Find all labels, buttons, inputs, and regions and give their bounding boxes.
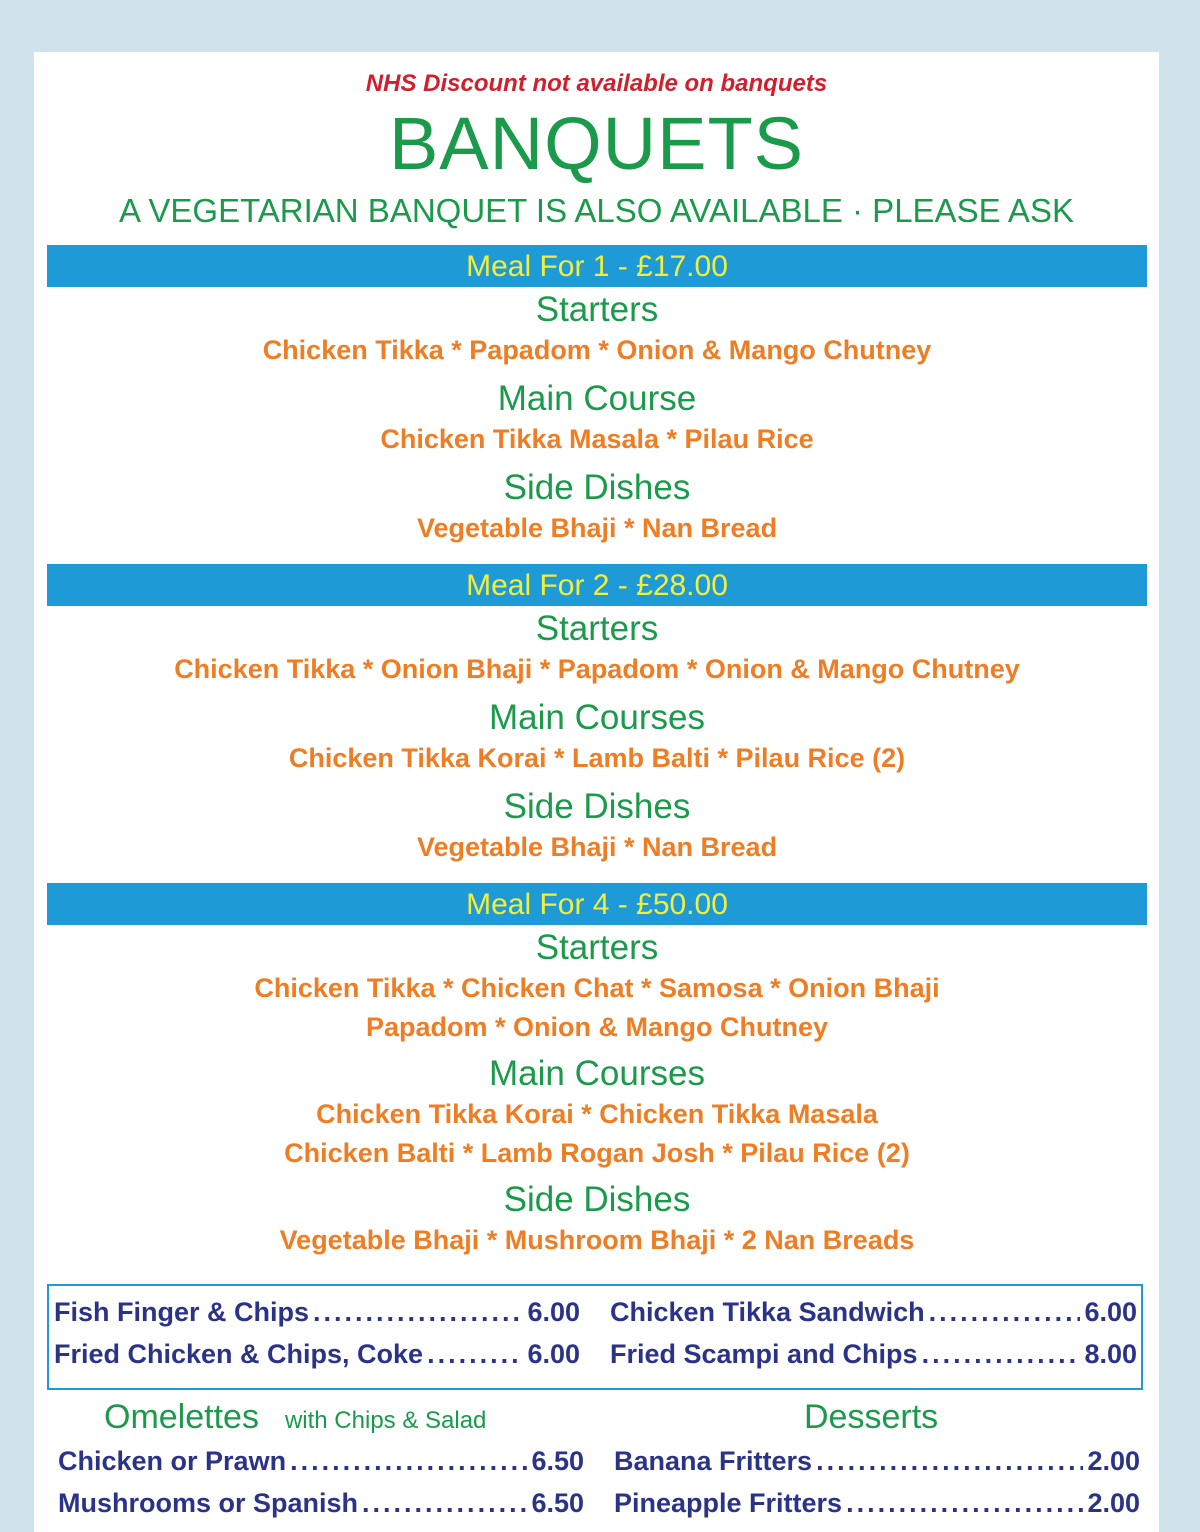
course-items [47,739,1147,778]
course-items [47,420,1147,459]
section-title: Omelettes [104,1398,259,1436]
course-sides [47,786,1147,867]
item-price: 6.50 [531,1446,584,1476]
course-items [47,1221,1147,1260]
course-starters [47,289,1147,370]
item-price: 6.00 [527,1297,580,1327]
course-line: Chicken Tikka * Papadom * Onion & Mango Chutney [262,335,932,365]
item-name: Fried Chicken & Chips, Coke [54,1339,424,1369]
course-sides [47,467,1147,548]
course-items [47,969,1147,1047]
leader-dots [427,1339,523,1370]
meal-title-bar: Meal For 2 - £28.00 [47,564,1147,606]
price-line [614,1446,1140,1477]
item-price: 6.50 [531,1488,584,1518]
nhs-discount-notice: NHS Discount not available on banquets [365,70,828,97]
course-main [47,697,1147,778]
leader-dots [290,1446,527,1477]
course-line: Chicken Tikka * Chicken Chat * Samosa * Onion Bhaji [254,973,940,1003]
course-title: Starters [535,928,659,967]
course-title: Main Courses [489,698,705,737]
menu-page [34,52,1159,1532]
item-name: Mushrooms or Spanish [58,1488,359,1518]
course-line: Chicken Tikka Korai * Lamb Balti * Pilau Rice (2) [288,743,906,773]
course-line: Chicken Tikka * Onion Bhaji * Papadom * Onion & Mango Chutney [174,654,1020,684]
course-title: Side Dishes [503,468,691,507]
course-starters [47,608,1147,689]
course-title: Starters [535,609,659,648]
omelettes-heading [104,1398,486,1437]
meal-title-bar: Meal For 1 - £17.00 [47,245,1147,287]
item-price: 2.00 [1087,1446,1140,1476]
course-items [47,509,1147,548]
course-line: Chicken Tikka Masala * Pilau Rice [380,424,814,454]
course-line: Chicken Tikka Korai * Chicken Tikka Masala [316,1099,878,1129]
course-line: Vegetable Bhaji * Nan Bread [416,832,778,862]
course-starters [47,927,1147,1047]
course-title: Main Course [497,379,697,418]
leader-dots [846,1488,1083,1519]
course-items [47,650,1147,689]
course-line: Chicken Balti * Lamb Rogan Josh * Pilau Rice (2) [284,1138,910,1168]
item-name: Pineapple Fritters [614,1488,843,1518]
course-items [47,331,1147,370]
meal-for-2 [47,564,1147,867]
meal-title-bar: Meal For 4 - £50.00 [47,883,1147,925]
price-line [610,1339,1137,1370]
price-line [54,1339,580,1370]
meal-for-4 [47,883,1147,1260]
item-price: 6.00 [527,1339,580,1369]
section-subtitle: with Chips & Salad [284,1407,487,1434]
course-items [47,828,1147,867]
course-line: Vegetable Bhaji * Mushroom Bhaji * 2 Nan Breads [279,1225,915,1255]
course-title: Starters [535,290,659,329]
page-subtitle: A VEGETARIAN BANQUET IS ALSO AVAILABLE · PLEASE ASK [119,192,1074,229]
price-line [614,1488,1140,1519]
price-line [58,1488,584,1519]
price-line [58,1446,584,1477]
item-name: Banana Fritters [614,1446,813,1476]
item-price: 8.00 [1084,1339,1137,1369]
leader-dots [816,1446,1083,1477]
item-name: Chicken Tikka Sandwich [610,1297,925,1327]
leader-dots [929,1297,1081,1328]
course-title: Side Dishes [503,787,691,826]
price-line [610,1297,1137,1328]
item-price: 6.00 [1084,1297,1137,1327]
course-line: Papadom * Onion & Mango Chutney [365,1012,828,1042]
item-name: Chicken or Prawn [58,1446,287,1476]
price-line [54,1297,580,1328]
item-name: Fish Finger & Chips [54,1297,310,1327]
leader-dots [313,1297,523,1328]
item-name: Fried Scampi and Chips [610,1339,918,1369]
course-items [47,1095,1147,1173]
leader-dots [362,1488,527,1519]
course-line: Vegetable Bhaji * Nan Bread [416,513,778,543]
item-price: 2.00 [1087,1488,1140,1518]
page-title: BANQUETS [388,102,805,185]
course-title: Main Courses [489,1054,705,1093]
desserts-heading: Desserts [804,1398,939,1436]
course-sides [47,1179,1147,1260]
leader-dots [922,1339,1081,1370]
course-main [47,378,1147,459]
course-title: Side Dishes [503,1180,691,1219]
meal-for-1 [47,245,1147,548]
course-main [47,1053,1147,1173]
